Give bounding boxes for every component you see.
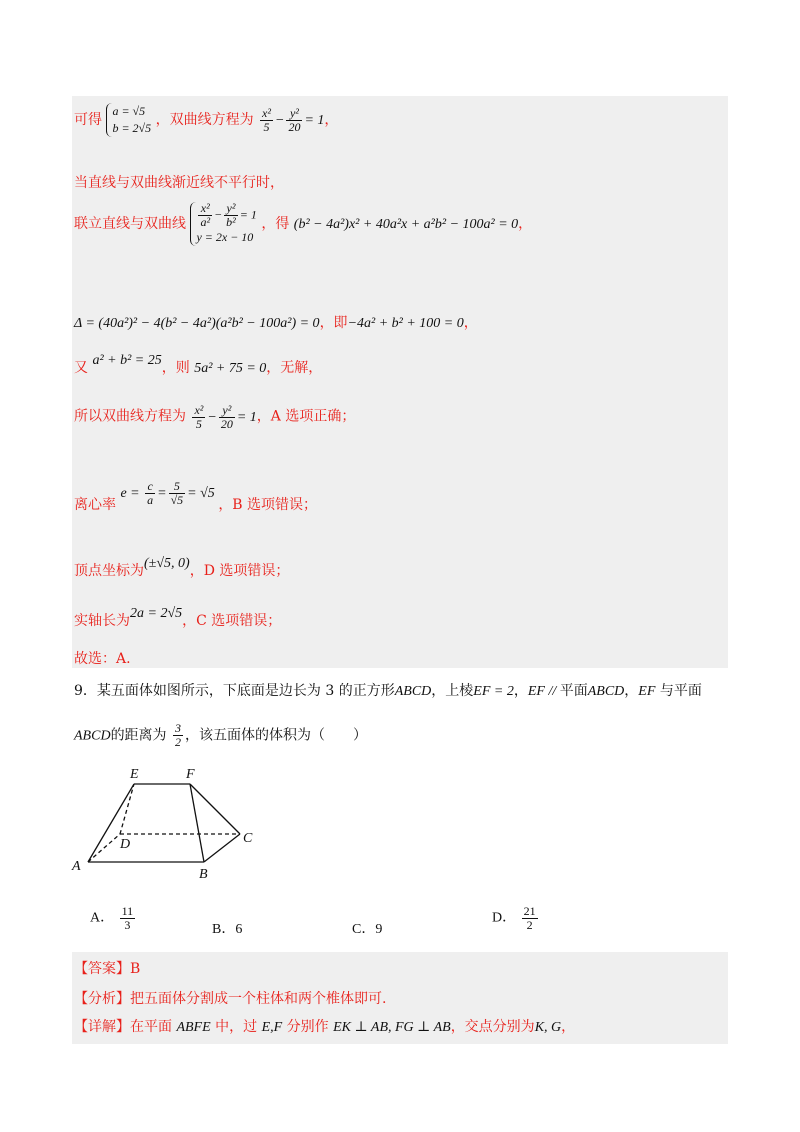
sol-line-6: 所以双曲线方程为 $\frac{\text{x²}}{5}$ − $\frac{\text{y²}}{20}$ = 1，A 选项正确；: [74, 403, 356, 431]
choice-a[interactable]: A． $\frac{11}{3}$: [90, 904, 134, 932]
q9-line-2: ABCD的距离为 $\frac{3}{2}$ ，该五面体的体积为（ ）: [74, 721, 368, 749]
sol-line-2: 当直线与双曲线渐近线不平行时，: [74, 175, 284, 191]
choice-b[interactable]: B．6: [212, 922, 243, 937]
label-B: B: [199, 867, 208, 882]
label-E: E: [130, 767, 139, 782]
pentahedron-figure: [68, 764, 268, 884]
choice-c[interactable]: C．9: [352, 922, 383, 937]
edge-BC: [204, 834, 240, 862]
sol-line-10: 故选：A.: [74, 651, 131, 667]
edge-AD: [88, 834, 120, 862]
label-C: C: [243, 831, 253, 846]
system-ab: a = √5 b = 2√5: [106, 103, 151, 137]
system-line-hyperbola: $\frac{\text{x²}}{\text{a²}}$ − $\frac{\text{y²}}{\text{b²}}$ = 1 y = 2x − 10: [190, 202, 256, 246]
sol-line-8: 顶点坐标为(±√5, 0)，D 选项错误；: [74, 556, 290, 579]
label-A: A: [72, 859, 81, 874]
label-D: D: [120, 837, 131, 852]
choice-d[interactable]: D． $\frac{21}{2}$: [492, 904, 536, 932]
analysis-line: 【分析】把五面体分割成一个柱体和两个椎体即可.: [74, 991, 387, 1007]
sol-line-1: 可得 a = √5 b = 2√5 ，双曲线方程为 $\frac{\text{x²}}{5}$ − $\frac{\text{y²}}{20}$ = 1，: [74, 104, 339, 135]
sol-line-9: 实轴长为2a = 2√5，C 选项错误；: [74, 606, 282, 629]
sol-line-5: 又 a² + b² = 25，则 5a² + 75 = 0，无解，: [74, 353, 323, 376]
edge-DE: [120, 784, 134, 834]
sol-line-4: Δ = (40a²)² − 4(b² − 4a²)(a²b² − 100a²) = 0，即−4a² + b² + 100 = 0，: [74, 315, 478, 331]
answer-line: 【答案】B: [74, 961, 141, 977]
label-F: F: [186, 767, 195, 782]
sol-line-7: 离心率 e = $\frac{c}{a}$ = $\frac{5}{√5}$ = √5 ，B 选项错误；: [74, 479, 318, 513]
detail-line: 【详解】在平面 ABFE 中，过 E,F 分别作 EK ⊥ AB, FG ⊥ AB，交点分别为K, G，: [74, 1019, 576, 1035]
q9-line-1: 9．某五面体如图所示，下底面是边长为 3 的正方形ABCD，上棱EF = 2，EF // 平面ABCD，EF 与平面: [74, 683, 702, 699]
sol-line-3: 联立直线与双曲线 $\frac{\text{x²}}{\text{a²}}$ − $\frac{\text{y²}}{\text{b²}}$ = 1 y = 2x − 10 ，得 (b² − 4a²)x² + 40a²x + a²b² − 100a² = 0，: [74, 201, 533, 244]
